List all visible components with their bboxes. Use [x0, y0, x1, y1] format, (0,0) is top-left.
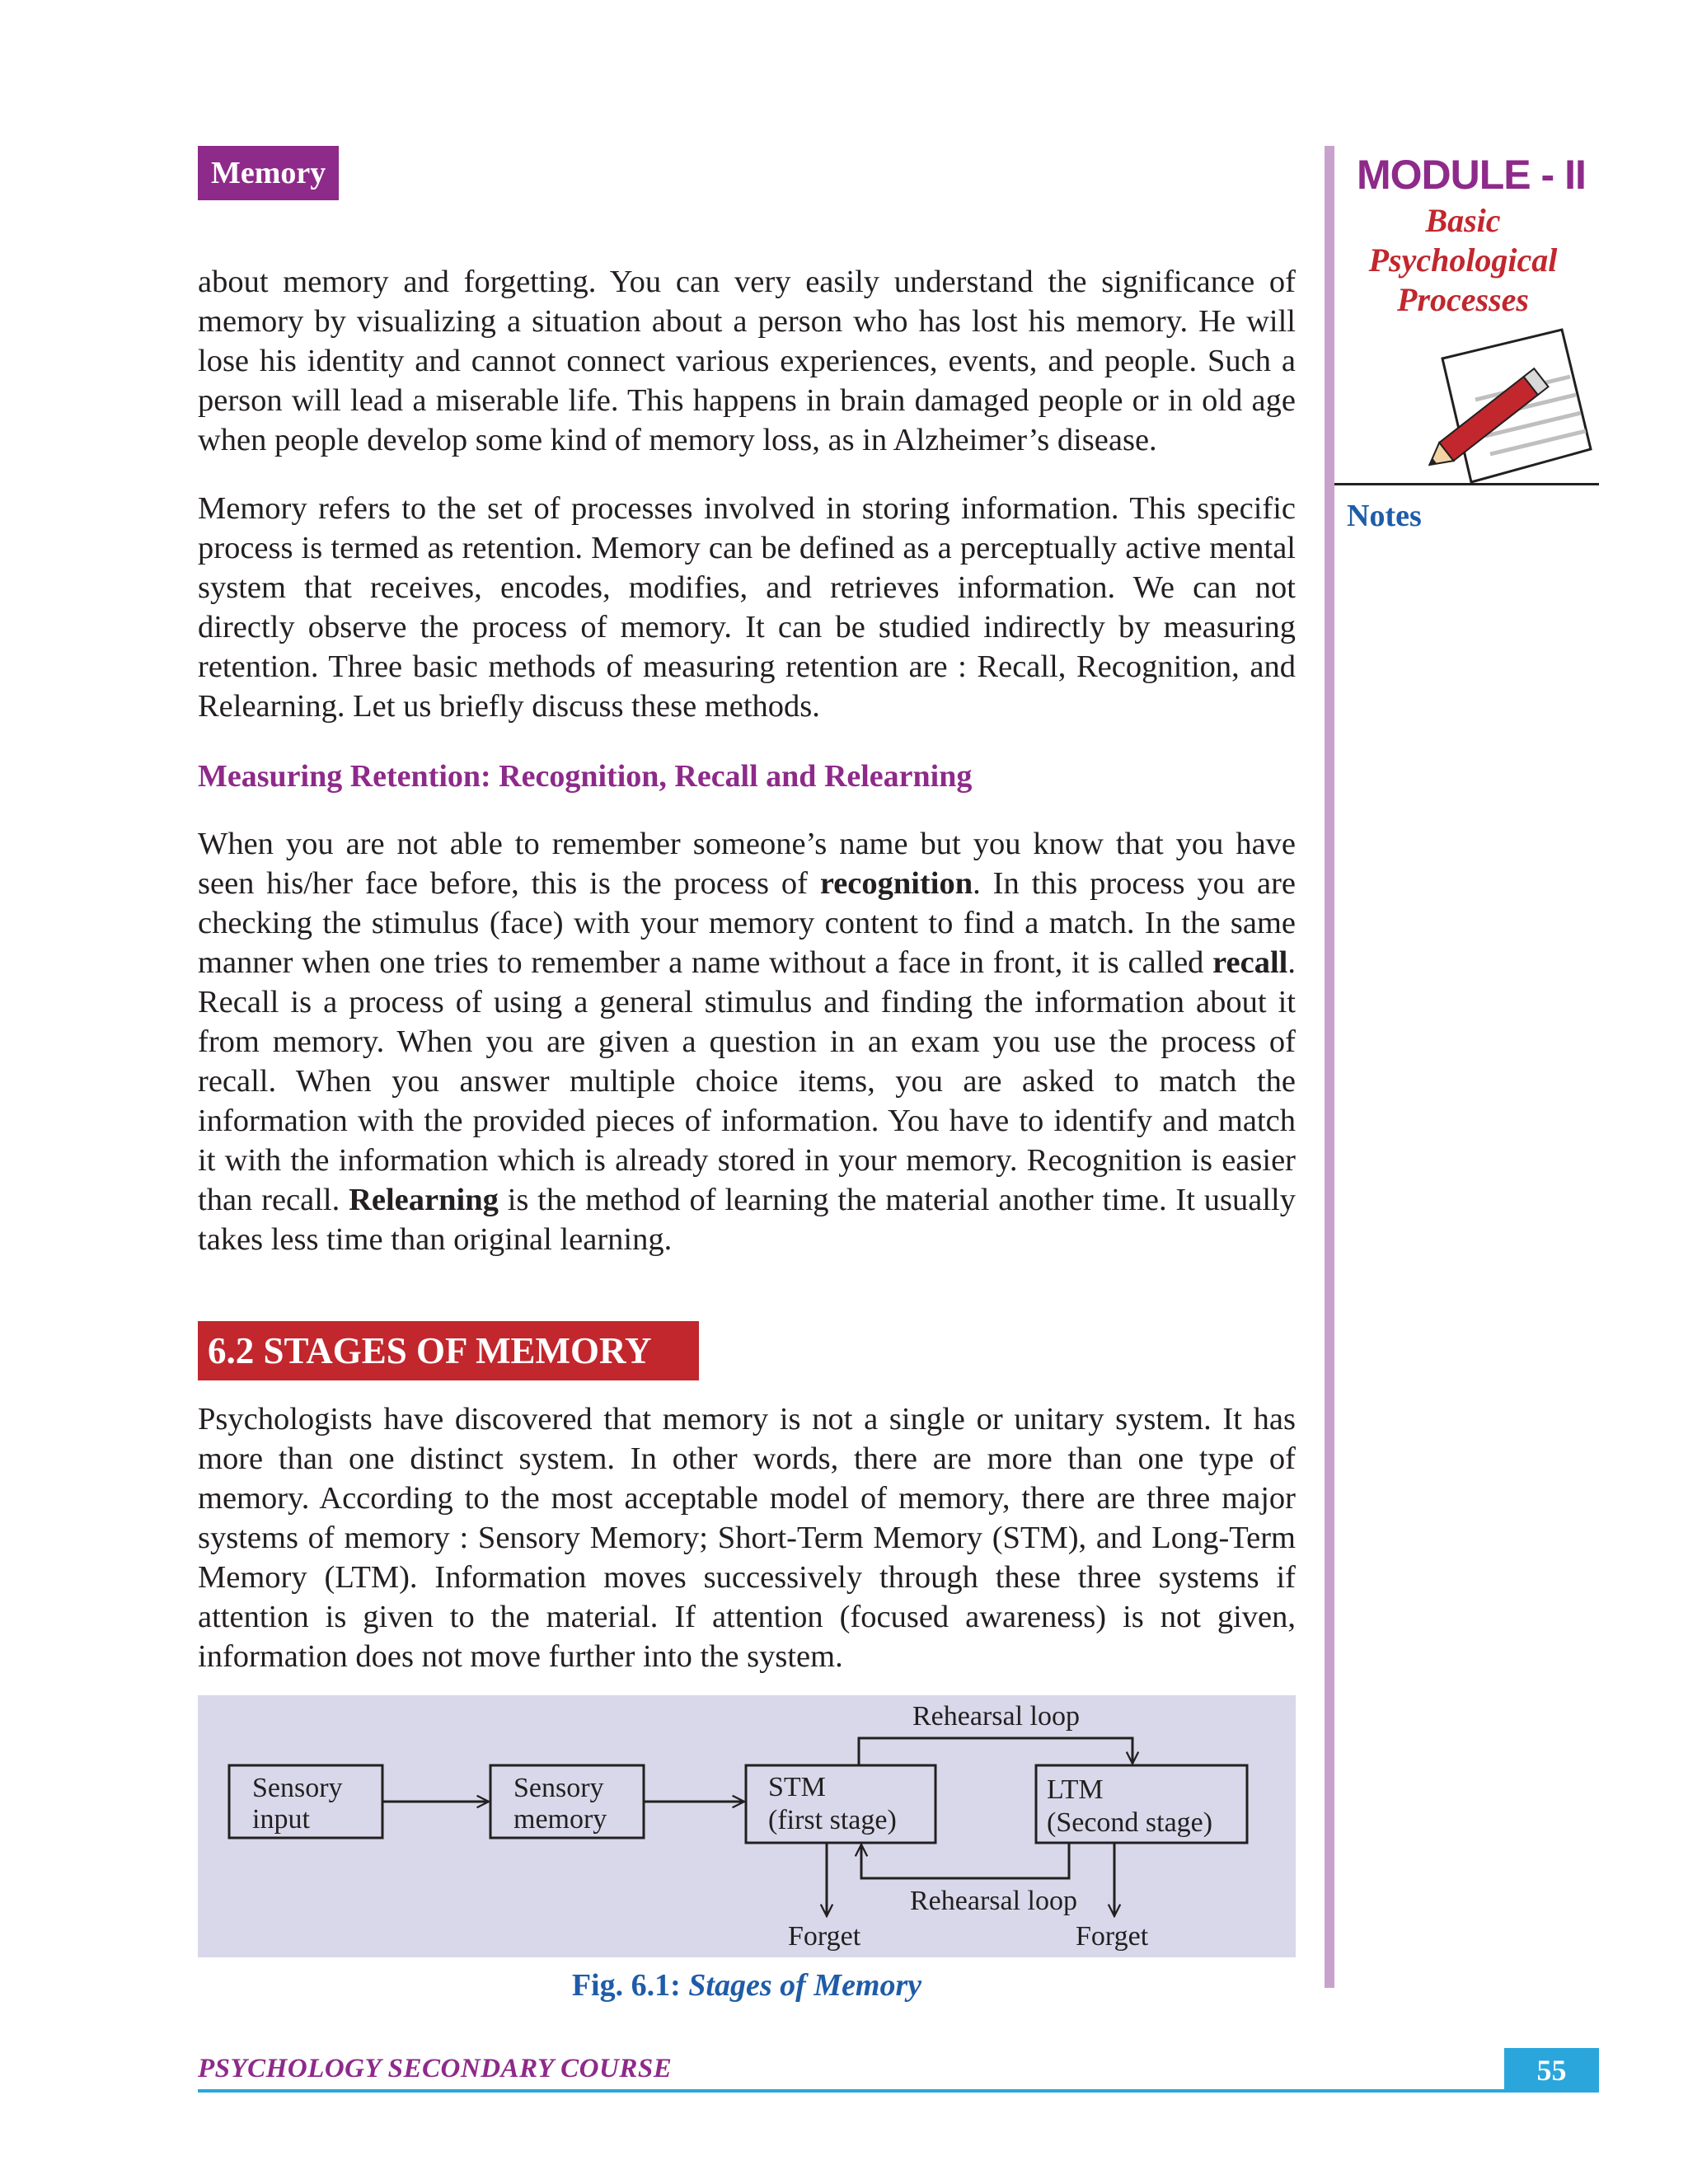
rehearsal-loop-bottom — [861, 1843, 1069, 1878]
box-stm-label: (first stage) — [768, 1805, 897, 1835]
section-heading-stages: 6.2 STAGES OF MEMORY — [198, 1321, 699, 1380]
page-number: 55 — [1504, 2048, 1599, 2093]
term-recognition: recognition — [819, 866, 973, 901]
subheading-measuring-retention: Measuring Retention: Recognition, Recall and Relearning — [198, 759, 973, 794]
box-ltm-label: (Second stage) — [1047, 1807, 1213, 1838]
term-recall: recall — [1212, 945, 1288, 980]
paragraph-retention-methods — [198, 824, 1296, 1259]
figure-caption-label: Fig. 6.1: — [571, 1968, 689, 2003]
figure-caption-title: Stages of Memory — [688, 1968, 922, 2003]
forget-label-ltm: Forget — [1076, 1921, 1149, 1952]
module-subtitle-line: Processes — [1397, 281, 1529, 318]
figure-caption — [198, 1967, 1296, 2004]
term-relearning: Relearning — [349, 1183, 499, 1217]
rehearsal-loop-bottom-label: Rehearsal loop — [910, 1886, 1077, 1916]
sidebar-rule — [1325, 146, 1334, 1988]
module-subtitle-line: Basic — [1425, 202, 1501, 239]
notes-pencil-icon — [1426, 326, 1599, 503]
module-subtitle — [1343, 201, 1582, 320]
rehearsal-loop-top — [859, 1738, 1132, 1765]
box-sensory-memory-label: memory — [513, 1804, 607, 1835]
footer-rule — [198, 2089, 1504, 2093]
notes-divider — [1334, 483, 1599, 485]
memory-stages-diagram — [198, 1695, 1296, 1957]
paragraph-memory-definition: Memory refers to the set of processes involved in storing information. This specific process is termed as retention. Memory can be defined as a perceptually active mental system that receives, encodes, modifies, and retrieves information. We can not directly observe the process of memory. It can be studied indirectly by measuring retention. Three basic methods of measuring retention are : Recall, Recognition, and Relearning. Let us briefly discuss these methods. — [198, 491, 1296, 724]
text-run: . In this process you are checking the stimulus (face) with your memory content to find a match. In the same manner when one tries to remember a name without a face in front, it is called — [198, 866, 1296, 980]
forget-label-stm: Forget — [788, 1921, 861, 1952]
text-run: is the method of learning the material another time. It usually takes less time than original learning. — [198, 1183, 1296, 1257]
box-stm-label: STM — [768, 1772, 826, 1802]
paragraph-intro: about memory and forgetting. You can very easily understand the significance of memory by visualizing a situation about a person who has lost his memory. He will lose his identity and cannot connect various experiences, events, and people. Such a person will lead a miserable life. This happens in brain damaged people or in old age when people develop some kind of memory loss, as in Alzheimer’s disease. — [198, 265, 1296, 457]
text-run: When you are not able to remember someone’s name but you know that you have seen his/her face before, this is the process of — [198, 827, 1296, 901]
box-sensory-memory-label: Sensory — [513, 1773, 604, 1803]
module-title: MODULE - II — [1357, 152, 1586, 198]
notes-label: Notes — [1347, 499, 1422, 533]
box-ltm-label: LTM — [1047, 1774, 1104, 1805]
rehearsal-loop-top-label: Rehearsal loop — [912, 1701, 1080, 1732]
footer-course-title: PSYCHOLOGY SECONDARY COURSE — [198, 2054, 673, 2083]
text-run: . Recall is a process of using a general stimulus and finding the information about it from memory. When you are given a question in an exam you use the process of recall. When you answer multiple choice items, you are asked to match the information with the provided pieces of information. You have to identify and match it with the information which is already stored in your memory. Recognition is easier than recall. — [198, 945, 1296, 1217]
module-subtitle-line: Psychological — [1368, 241, 1558, 279]
chapter-tag: Memory — [198, 146, 339, 200]
box-sensory-input-label: input — [252, 1804, 310, 1835]
box-sensory-input-label: Sensory — [252, 1773, 343, 1803]
paragraph-stages: Psychologists have discovered that memory is not a single or unitary system. It has more than one distinct system. In other words, there are more than one type of memory. According to the most acceptable model of memory, there are three major systems of memory : Sensory Memory; Short-Term Memory (STM), and Long-Term Memory (LTM). Information moves successively through these three systems if attention is given to the material. If attention (focused awareness) is not given, information does not move further into the system. — [198, 1402, 1296, 1674]
